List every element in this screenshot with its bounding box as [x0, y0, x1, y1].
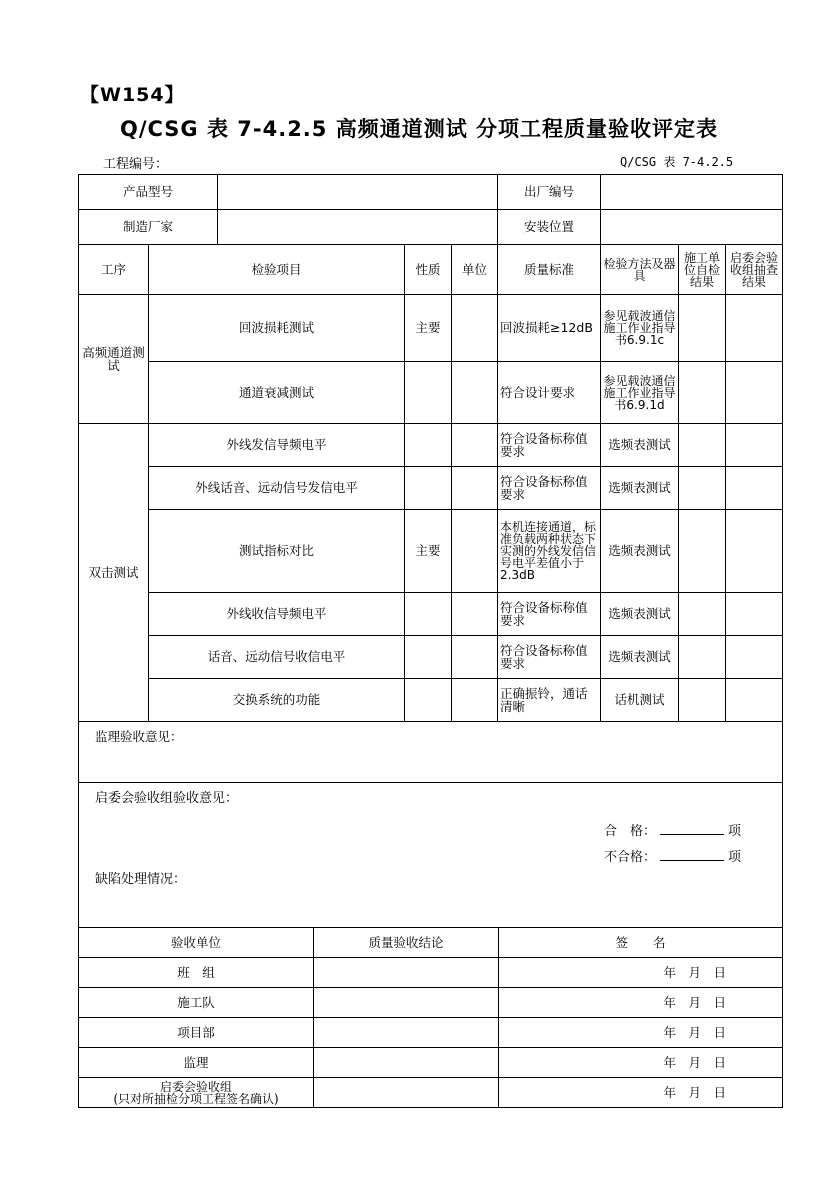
items-table [78, 244, 783, 929]
self-check-cell[interactable] [679, 467, 726, 510]
qualified-label: 合 格： [604, 824, 657, 839]
signoff-unit: 施工队 [79, 988, 314, 1018]
signoff-row [79, 1078, 783, 1108]
page-title: Q/CSG 表 7-4.2.5 高频通道测试 分项工程质量验收评定表 [119, 117, 719, 141]
signoff-row [79, 1018, 783, 1048]
info-table [78, 174, 783, 245]
standard-cell: 正确振铃，通话清晰 [498, 679, 601, 722]
item-cell: 话音、远动信号收信电平 [149, 636, 405, 679]
standard-cell: 符合设备标称值要求 [498, 593, 601, 636]
process-cell: 高频通道测试 [79, 295, 149, 424]
col-spot-check: 启委会验收组抽查结果 [726, 245, 783, 295]
unit-cell [452, 593, 498, 636]
signoff-unit-note: (只对所抽检分项工程签名确认) [113, 1091, 279, 1106]
method-cell: 选频表测试 [601, 467, 679, 510]
signoff-conclusion[interactable] [314, 1018, 499, 1048]
col-item: 检验项目 [149, 245, 405, 295]
factory-no-label: 出厂编号 [498, 175, 601, 210]
standard-cell: 符合设计要求 [498, 362, 601, 424]
spot-check-cell[interactable] [726, 510, 783, 593]
method-cell: 选频表测试 [601, 424, 679, 467]
nature-cell [405, 424, 452, 467]
self-check-cell[interactable] [679, 679, 726, 722]
process-cell: 双击测试 [79, 424, 149, 722]
item-cell: 测试指标对比 [149, 510, 405, 593]
signoff-unit: 监理 [79, 1048, 314, 1078]
signoff-signature[interactable] [499, 988, 783, 1018]
method-cell: 选频表测试 [601, 593, 679, 636]
unqualified-blank[interactable] [660, 848, 724, 861]
signoff-conclusion[interactable] [314, 1048, 499, 1078]
defect-label: 缺陷处理情况： [95, 872, 187, 887]
nature-cell [405, 636, 452, 679]
table-row [79, 424, 783, 467]
signoff-conclusion[interactable] [314, 958, 499, 988]
nature-cell [405, 467, 452, 510]
install-location-value[interactable] [601, 210, 783, 245]
item-cell: 交换系统的功能 [149, 679, 405, 722]
col-process: 工序 [79, 245, 149, 295]
self-check-cell[interactable] [679, 593, 726, 636]
signoff-header-unit: 验收单位 [79, 928, 314, 958]
signoff-header-conclusion: 质量验收结论 [314, 928, 499, 958]
signoff-row [79, 1048, 783, 1078]
qualified-unit: 项 [728, 824, 742, 839]
standard-cell: 符合设备标称值要求 [498, 467, 601, 510]
unit-cell [452, 467, 498, 510]
method-cell: 选频表测试 [601, 636, 679, 679]
col-self-check: 施工单位自检结果 [679, 245, 726, 295]
manufacturer-value[interactable] [218, 210, 498, 245]
signoff-signature[interactable] [499, 958, 783, 988]
table-row [79, 636, 783, 679]
unit-cell [452, 679, 498, 722]
product-model-value[interactable] [218, 175, 498, 210]
nature-cell [405, 679, 452, 722]
factory-no-value[interactable] [601, 175, 783, 210]
signoff-unit-name: 启委会验收组 [159, 1079, 232, 1094]
item-cell: 外线话音、远动信号发信电平 [149, 467, 405, 510]
signoff-row [79, 988, 783, 1018]
spot-check-cell[interactable] [726, 295, 783, 362]
nature-cell [405, 593, 452, 636]
spot-check-cell[interactable] [726, 593, 783, 636]
item-cell: 回波损耗测试 [149, 295, 405, 362]
qualified-count[interactable] [604, 822, 741, 839]
self-check-cell[interactable] [679, 510, 726, 593]
signoff-table [78, 927, 783, 1108]
table-row [79, 362, 783, 424]
unit-cell [452, 424, 498, 467]
table-row [79, 467, 783, 510]
self-check-cell[interactable] [679, 295, 726, 362]
method-cell: 参见载波通信施工作业指导书6.9.1c [601, 295, 679, 362]
unit-cell [452, 362, 498, 424]
product-model-label: 产品型号 [79, 175, 218, 210]
signoff-date: 年 月 日 [663, 1084, 726, 1100]
signoff-signature[interactable] [499, 1018, 783, 1048]
unqualified-count[interactable] [604, 848, 741, 865]
manufacturer-label: 制造厂家 [79, 210, 218, 245]
standard-cell: 本机连接通道，标准负载两种状态下实测的外线发信信号电平差值小于2.3dB [498, 510, 601, 593]
item-cell: 通道衰减测试 [149, 362, 405, 424]
committee-opinion[interactable] [79, 783, 783, 929]
signoff-unit: 班 组 [79, 958, 314, 988]
spot-check-cell[interactable] [726, 467, 783, 510]
form-number: Q/CSG 表 7-4.2.5 [620, 155, 734, 169]
unit-cell [452, 510, 498, 593]
unqualified-label: 不合格： [604, 850, 657, 865]
signoff-date: 年 月 日 [663, 1024, 726, 1040]
item-cell: 外线发信导频电平 [149, 424, 405, 467]
install-location-label: 安装位置 [498, 210, 601, 245]
spot-check-cell[interactable] [726, 679, 783, 722]
unit-cell [452, 295, 498, 362]
supervision-opinion[interactable] [79, 722, 783, 783]
unit-cell [452, 636, 498, 679]
table-row [79, 679, 783, 722]
signoff-unit: 项目部 [79, 1018, 314, 1048]
col-nature: 性质 [405, 245, 452, 295]
standard-cell: 回波损耗≥12dB [498, 295, 601, 362]
nature-cell: 主要 [405, 295, 452, 362]
nature-cell: 主要 [405, 510, 452, 593]
spot-check-cell[interactable] [726, 424, 783, 467]
method-cell: 话机测试 [601, 679, 679, 722]
signoff-row [79, 958, 783, 988]
method-cell: 选频表测试 [601, 510, 679, 593]
self-check-cell[interactable] [679, 636, 726, 679]
spot-check-cell[interactable] [726, 636, 783, 679]
signoff-date: 年 月 日 [663, 1054, 726, 1070]
col-unit: 单位 [452, 245, 498, 295]
committee-opinion-label: 启委会验收组验收意见： [95, 791, 239, 806]
method-cell: 参见载波通信施工作业指导书6.9.1d [601, 362, 679, 424]
table-row [79, 593, 783, 636]
table-row [79, 510, 783, 593]
signoff-header-signature: 签 名 [499, 928, 783, 958]
signoff-date: 年 月 日 [663, 964, 726, 980]
signoff-signature[interactable] [499, 1078, 783, 1108]
nature-cell [405, 362, 452, 424]
signoff-signature[interactable] [499, 1048, 783, 1078]
col-standard: 质量标准 [498, 245, 601, 295]
project-no-label: 工程编号： [103, 157, 169, 172]
col-method: 检验方法及器具 [601, 245, 679, 295]
self-check-cell[interactable] [679, 362, 726, 424]
standard-cell: 符合设备标称值要求 [498, 636, 601, 679]
signoff-conclusion[interactable] [314, 988, 499, 1018]
table-row [79, 295, 783, 362]
form-code: 【W154】 [80, 84, 185, 106]
unqualified-unit: 项 [728, 850, 742, 865]
qualified-blank[interactable] [660, 822, 724, 835]
signoff-unit [79, 1078, 314, 1108]
item-cell: 外线收信导频电平 [149, 593, 405, 636]
spot-check-cell[interactable] [726, 362, 783, 424]
self-check-cell[interactable] [679, 424, 726, 467]
signoff-conclusion[interactable] [314, 1078, 499, 1108]
standard-cell: 符合设备标称值要求 [498, 424, 601, 467]
supervision-opinion-label: 监理验收意见： [95, 729, 183, 744]
signoff-date: 年 月 日 [663, 994, 726, 1010]
